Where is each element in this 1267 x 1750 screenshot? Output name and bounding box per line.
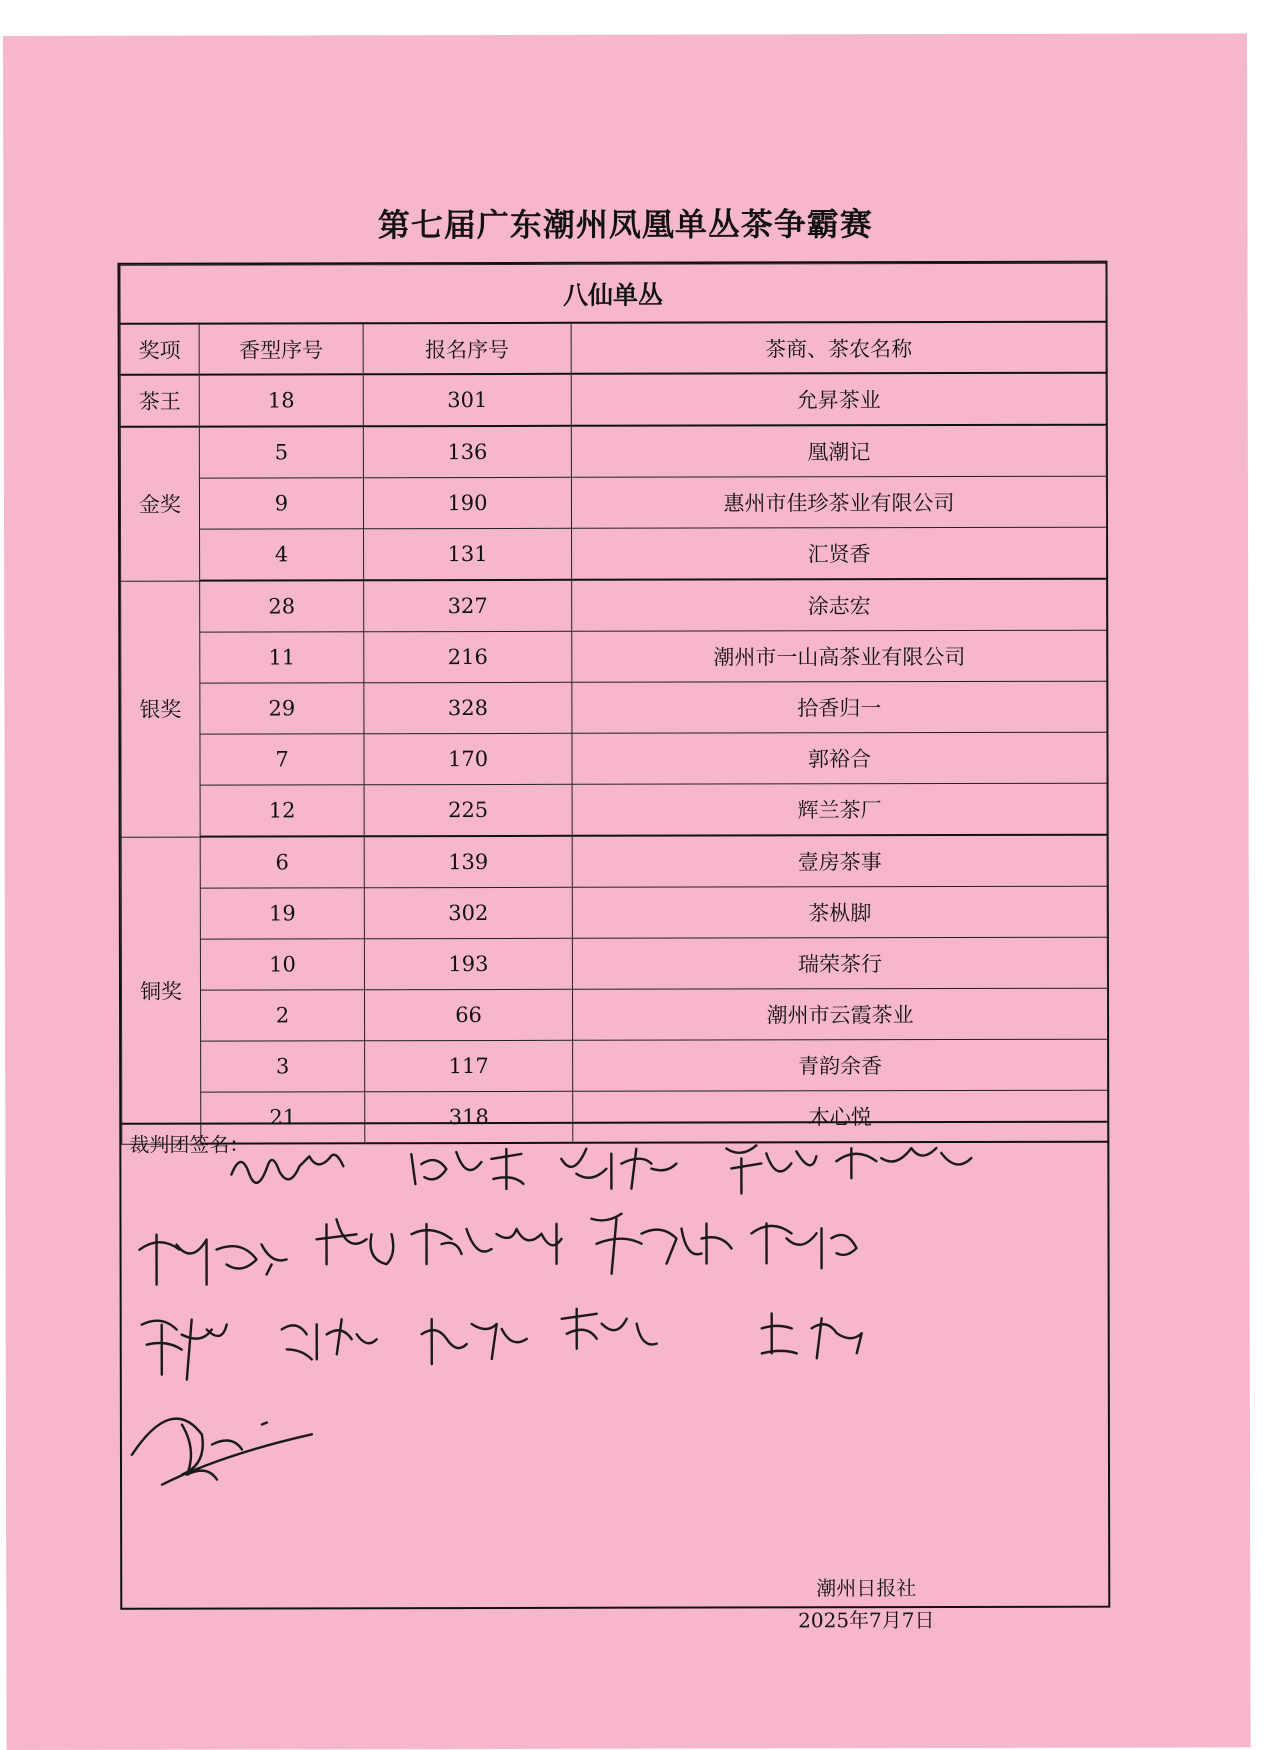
registration-number-cell: 136 [363,426,571,478]
table-row [120,476,1106,529]
merchant-name-cell: 惠州市佳珍茶业有限公司 [571,476,1106,528]
registration-number-cell: 170 [364,733,572,784]
table-row [121,835,1107,889]
xiang-number-cell: 2 [200,990,364,1041]
header-registration-number: 报名序号 [363,323,571,374]
merchant-name-cell: 潮州市云霞茶业 [572,988,1107,1040]
merchant-name-cell: 辉兰茶厂 [572,783,1107,836]
merchant-name-cell: 瑞荣茶行 [572,937,1107,989]
handwritten-signatures [121,1123,1108,1612]
registration-number-cell: 225 [364,784,572,836]
header-award: 奖项 [120,324,199,375]
column-header-row [120,322,1106,375]
table-row [121,886,1107,939]
registration-number-cell: 302 [364,887,572,938]
registration-number-cell: 131 [364,528,572,580]
xiang-number-cell: 4 [200,529,364,581]
results-table [119,263,1108,1145]
category-row [120,263,1106,324]
table-row [121,681,1107,734]
date: 2025年7月7日 [798,1608,935,1633]
table-row [121,937,1107,990]
table-row [121,527,1107,581]
registration-number-cell: 66 [364,989,572,1040]
merchant-name-cell: 允昇茶业 [571,373,1106,426]
award-cell: 金奖 [120,427,199,581]
merchant-name-cell: 壹房茶事 [572,835,1107,888]
xiang-number-cell: 7 [200,734,364,785]
document-title: 第七届广东潮州凤凰单丛茶争霸赛 [377,205,873,245]
xiang-number-cell: 5 [199,426,363,478]
award-cell: 茶王 [120,375,199,427]
table-row [121,732,1107,785]
registration-number-cell: 327 [364,580,572,632]
header-xiang-number: 香型序号 [199,323,363,374]
registration-number-cell: 139 [364,836,572,888]
merchant-name-cell: 木心悦 [573,1090,1108,1143]
registration-number-cell: 216 [364,631,572,682]
merchant-name-cell: 汇贤香 [572,527,1107,580]
header-merchant-name: 茶商、茶农名称 [571,322,1106,374]
table-row [121,630,1107,683]
table-row [122,1039,1108,1092]
merchant-name-cell: 潮州市一山高茶业有限公司 [572,630,1107,682]
table-row [120,373,1106,427]
xiang-number-cell: 19 [200,888,364,939]
table-row [121,579,1107,633]
judges-label: 裁判团签名： [129,1132,250,1157]
xiang-number-cell: 9 [199,478,363,529]
table-row [121,783,1107,837]
registration-number-cell: 301 [363,374,571,426]
registration-number-cell: 193 [364,938,572,989]
xiang-number-cell: 3 [201,1041,365,1092]
publisher: 潮州日报社 [816,1576,917,1601]
xiang-number-cell: 28 [200,580,364,632]
registration-number-cell: 328 [364,682,572,733]
pink-paper-sheet [3,33,1251,1750]
merchant-name-cell: 郭裕合 [572,732,1107,784]
judges-signature-area [121,1121,1108,1612]
merchant-name-cell: 青韵余香 [573,1039,1108,1091]
xiang-number-cell: 12 [200,785,364,837]
registration-number-cell: 318 [365,1091,573,1143]
xiang-number-cell: 6 [200,836,364,888]
footer [766,1572,966,1636]
xiang-number-cell: 29 [200,683,364,734]
award-cell: 银奖 [121,581,201,837]
merchant-name-cell: 拾香归一 [572,681,1107,733]
merchant-name-cell: 涂志宏 [572,579,1107,632]
results-table-frame [117,261,1110,1610]
category-title: 八仙单丛 [120,263,1106,324]
registration-number-cell: 190 [363,477,571,528]
merchant-name-cell: 凰潮记 [571,425,1106,478]
table-row [120,425,1106,479]
award-cell: 铜奖 [121,837,201,1144]
xiang-number-cell: 18 [199,374,363,426]
registration-number-cell: 117 [365,1040,573,1091]
xiang-number-cell: 21 [201,1092,365,1144]
xiang-number-cell: 10 [200,939,364,990]
table-row [121,988,1107,1041]
xiang-number-cell: 11 [200,632,364,683]
merchant-name-cell: 茶枞脚 [572,886,1107,938]
